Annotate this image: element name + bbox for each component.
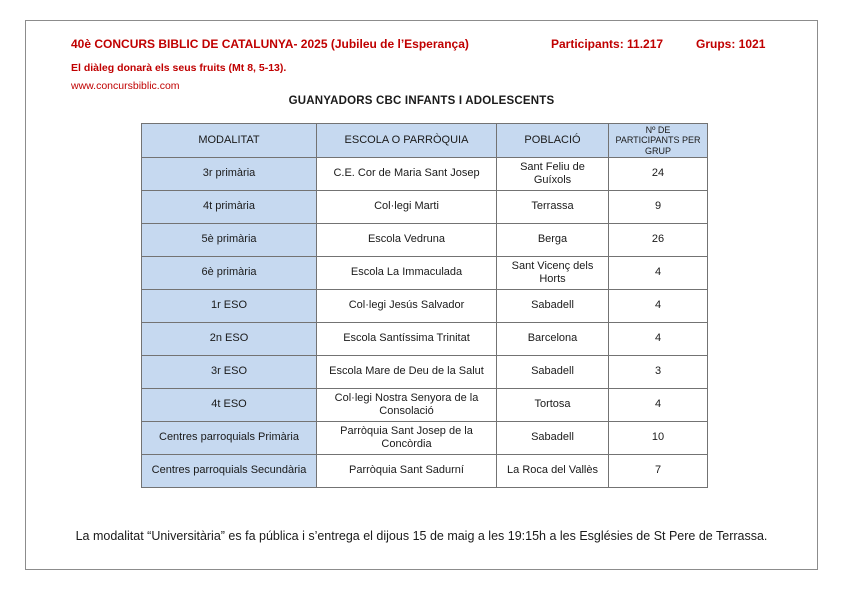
cell-poblacio: Barcelona <box>497 323 609 356</box>
cell-poblacio: Terrassa <box>497 191 609 224</box>
cell-participants: 3 <box>609 356 708 389</box>
cell-poblacio: Sant Vicenç dels Horts <box>497 257 609 290</box>
footer-note: La modalitat “Universitària” es fa pública i s’entrega el dijous 15 de maig a les 19:15h a les Esglésies de St Pere de Terrassa. <box>75 529 768 543</box>
table-row <box>142 290 708 323</box>
table-row <box>142 257 708 290</box>
cell-participants: 4 <box>609 257 708 290</box>
cell-participants: 24 <box>609 158 708 191</box>
cell-modalitat: 1r ESO <box>142 290 317 323</box>
cell-participants: 10 <box>609 422 708 455</box>
cell-participants: 9 <box>609 191 708 224</box>
cell-modalitat: 4t primària <box>142 191 317 224</box>
table-header-row <box>142 124 708 158</box>
column-header: POBLACIÓ <box>497 124 609 158</box>
cell-escola: Parròquia Sant Josep de la Concòrdia <box>317 422 497 455</box>
table-row <box>142 323 708 356</box>
participants-count: Participants: 11.217 <box>551 37 664 51</box>
cell-poblacio: La Roca del Vallès <box>497 455 609 488</box>
document-title: 40è CONCURS BIBLIC DE CATALUNYA- 2025 (Jubileu de l’Esperança) <box>71 37 469 51</box>
cell-participants: 4 <box>609 323 708 356</box>
column-header: MODALITAT <box>142 124 317 158</box>
cell-modalitat: 3r ESO <box>142 356 317 389</box>
table-row <box>142 224 708 257</box>
cell-escola: Escola La Immaculada <box>317 257 497 290</box>
table-row <box>142 389 708 422</box>
cell-modalitat: 2n ESO <box>142 323 317 356</box>
cell-escola: Col·legi Marti <box>317 191 497 224</box>
cell-modalitat: Centres parroquials Primària <box>142 422 317 455</box>
cell-participants: 4 <box>609 389 708 422</box>
cell-modalitat: 5è primària <box>142 224 317 257</box>
cell-escola: Escola Vedruna <box>317 224 497 257</box>
website-link[interactable]: www.concursbiblic.com <box>71 80 180 92</box>
cell-escola: Parròquia Sant Sadurní <box>317 455 497 488</box>
document-subtitle: El diàleg donarà els seus fruits (Mt 8, 5-13). <box>71 62 287 74</box>
cell-escola: Escola Santíssima Trinitat <box>317 323 497 356</box>
cell-modalitat: 4t ESO <box>142 389 317 422</box>
table-row <box>142 191 708 224</box>
cell-participants: 4 <box>609 290 708 323</box>
cell-poblacio: Sabadell <box>497 290 609 323</box>
cell-modalitat: 3r primària <box>142 158 317 191</box>
groups-count: Grups: 1021 <box>696 37 766 51</box>
cell-modalitat: 6è primària <box>142 257 317 290</box>
table-row <box>142 158 708 191</box>
cell-escola: Col·legi Nostra Senyora de la Consolació <box>317 389 497 422</box>
cell-escola: C.E. Cor de Maria Sant Josep <box>317 158 497 191</box>
cell-participants: 7 <box>609 455 708 488</box>
column-header: Nº DE PARTICIPANTS PER GRUP <box>609 124 708 158</box>
table-row <box>142 356 708 389</box>
cell-poblacio: Sant Feliu de Guíxols <box>497 158 609 191</box>
cell-escola: Col·legi Jesús Salvador <box>317 290 497 323</box>
table-row <box>142 422 708 455</box>
section-title: GUANYADORS CBC INFANTS I ADOLESCENTS <box>288 95 555 107</box>
cell-modalitat: Centres parroquials Secundària <box>142 455 317 488</box>
cell-poblacio: Sabadell <box>497 356 609 389</box>
document-page <box>25 20 818 570</box>
cell-poblacio: Tortosa <box>497 389 609 422</box>
table-row <box>142 455 708 488</box>
winners-table <box>141 123 708 488</box>
cell-poblacio: Berga <box>497 224 609 257</box>
column-header: ESCOLA O PARRÒQUIA <box>317 124 497 158</box>
cell-escola: Escola Mare de Deu de la Salut <box>317 356 497 389</box>
cell-poblacio: Sabadell <box>497 422 609 455</box>
cell-participants: 26 <box>609 224 708 257</box>
